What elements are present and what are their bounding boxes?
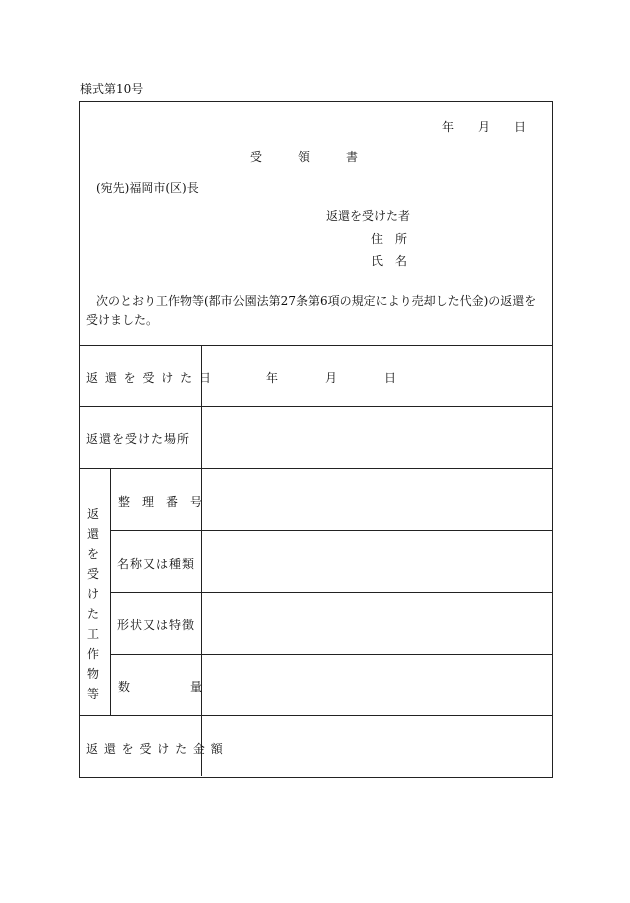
divider xyxy=(80,345,552,346)
divider xyxy=(80,715,552,716)
return-date-month: 月 xyxy=(325,371,338,385)
group-label-char: た xyxy=(86,607,99,621)
shape-feature-label: 形状又は特徴 xyxy=(117,618,196,632)
return-amount-label: 返 還 を 受 け た 金 額 xyxy=(86,742,224,756)
return-place-label: 返還を受けた場所 xyxy=(86,432,191,446)
group-label-char: 等 xyxy=(86,687,99,701)
document-title: 受 領 書 xyxy=(250,150,359,164)
date-month: 月 xyxy=(478,120,491,134)
recipient-name-label: 氏 名 xyxy=(371,254,408,268)
structures-group-label xyxy=(84,504,102,704)
group-label-char: 作 xyxy=(86,647,99,661)
form-number: 様式第10号 xyxy=(80,82,144,96)
divider xyxy=(80,406,552,407)
group-label-char: 受 xyxy=(86,567,99,581)
group-label-char: を xyxy=(86,547,99,561)
recipient-address-label: 住 所 xyxy=(371,232,408,246)
return-date-label: 返 還 を 受 け た 日 xyxy=(86,371,213,385)
divider xyxy=(111,592,552,593)
date-year: 年 xyxy=(442,120,455,134)
group-label-char: 還 xyxy=(86,527,99,541)
group-column-divider xyxy=(110,468,111,715)
addressee: (宛先)福岡市(区)長 xyxy=(96,181,199,195)
divider xyxy=(111,530,552,531)
recipient-heading: 返還を受けた者 xyxy=(326,209,411,223)
serial-number-label: 整 理 番 号 xyxy=(118,495,203,509)
group-label-char: 物 xyxy=(86,667,99,681)
divider xyxy=(80,468,552,469)
divider xyxy=(111,654,552,655)
date-day: 日 xyxy=(514,120,527,134)
statement-text: 次のとおり工作物等(都市公園法第27条第6項の規定により売却した代金)の返還を受けました。 xyxy=(86,294,537,327)
name-type-label: 名称又は種類 xyxy=(117,557,196,571)
group-label-char: け xyxy=(86,587,99,601)
group-label-char: 工 xyxy=(86,627,99,641)
quantity-label: 数 量 xyxy=(118,680,203,694)
return-date-year: 年 xyxy=(266,371,279,385)
label-column-divider xyxy=(201,345,202,776)
group-label-char: 返 xyxy=(86,507,99,521)
return-date-day: 日 xyxy=(384,371,397,385)
